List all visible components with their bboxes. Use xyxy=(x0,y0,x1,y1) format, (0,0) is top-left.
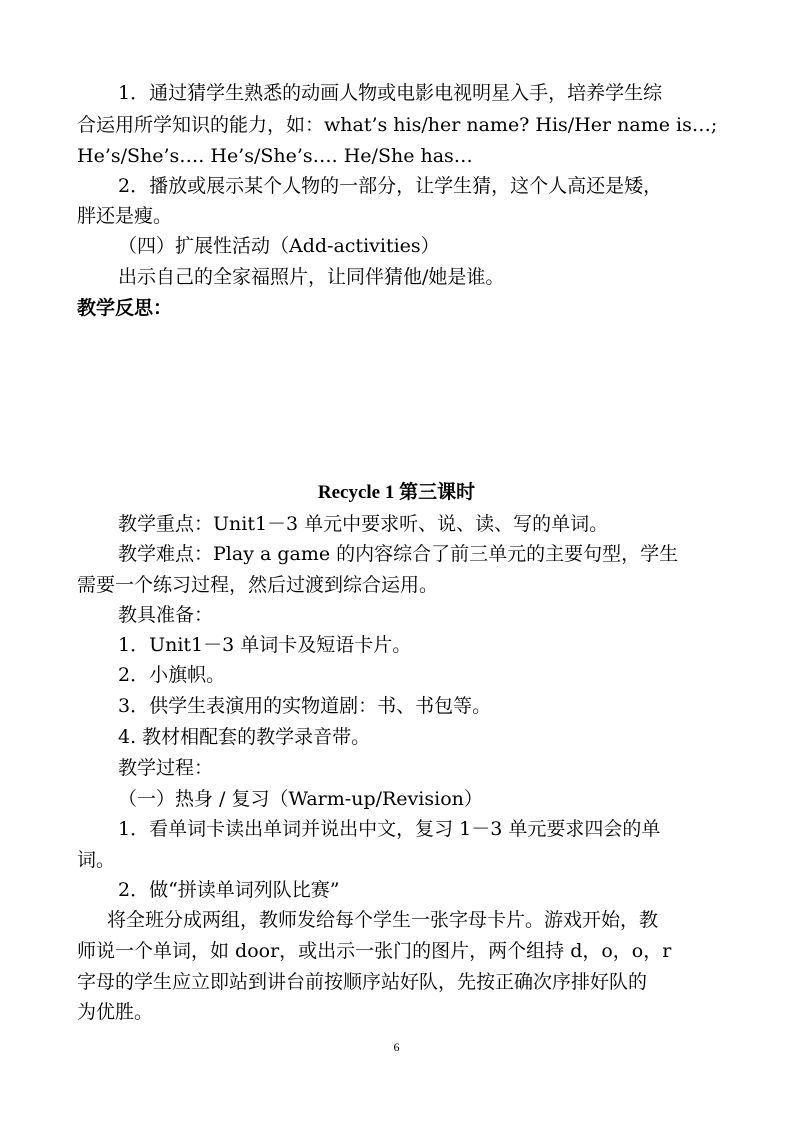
paragraph-line: He’s/She’s…. He’s/She’s…. He/She has… xyxy=(77,145,473,167)
paragraph-line: 需要一个练习过程，然后过渡到综合运用。 xyxy=(77,574,439,596)
section-heading: （四）扩展性活动（Add-activities） xyxy=(118,235,440,257)
paragraph-line: 教具准备： xyxy=(118,604,214,626)
reflection-heading: 教学反思： xyxy=(77,297,173,319)
list-item: 3．供学生表演用的实物道剧：书、书包等。 xyxy=(118,695,492,717)
paragraph-line: 合运用所学知识的能力，如：what’s his/her name? His/Her name is…; xyxy=(77,114,718,136)
paragraph-line: 教学重点：Unit1－3 单元中要求听、说、读、写的单词。 xyxy=(118,513,609,535)
paragraph-line: 教学难点：Play a game 的内容综合了前三单元的主要句型，学生 xyxy=(118,543,679,565)
list-item: 1．Unit1－3 单词卡及短语卡片。 xyxy=(118,634,412,656)
list-item: 2．小旗帜。 xyxy=(118,664,226,686)
paragraph-line: 教学过程： xyxy=(118,757,214,779)
lesson-title: Recycle 1 第三课时 xyxy=(317,482,476,503)
paragraph-line: 出示自己的全家福照片，让同伴猜他/她是谁。 xyxy=(118,266,505,288)
paragraph-line: 2．播放或展示某个人物的一部分，让学生猜，这个人高还是矮， xyxy=(118,175,663,197)
list-item: 4. 教材相配套的教学录音带。 xyxy=(118,726,371,748)
paragraph-line: 胖还是瘦。 xyxy=(77,205,173,227)
paragraph-line: 1．通过猜学生熟悉的动画人物或电影电视明星入手，培养学生综 xyxy=(118,82,663,104)
paragraph-line: 为优胜。 xyxy=(77,1001,154,1023)
paragraph-line: 1．看单词卡读出单词并说出中文，复习 1－3 单元要求四会的单 xyxy=(118,818,661,840)
page-number: 6 xyxy=(393,1040,400,1054)
paragraph-line: 师说一个单词，如 door，或出示一张门的图片，两个组持 d，o，o，r xyxy=(77,940,672,962)
paragraph-line: 2．做“拼读单词列队比赛” xyxy=(118,879,340,901)
paragraph-line: 词。 xyxy=(77,849,116,871)
section-heading: （一）热身 / 复习（Warm-up/Revision） xyxy=(118,788,483,810)
paragraph-line: 字母的学生应立即站到讲台前按顺序站好队，先按正确次序排好队的 xyxy=(77,971,648,993)
paragraph-line: 将全班分成两组，教师发给每个学生一张字母卡片。游戏开始，教 xyxy=(107,909,659,931)
